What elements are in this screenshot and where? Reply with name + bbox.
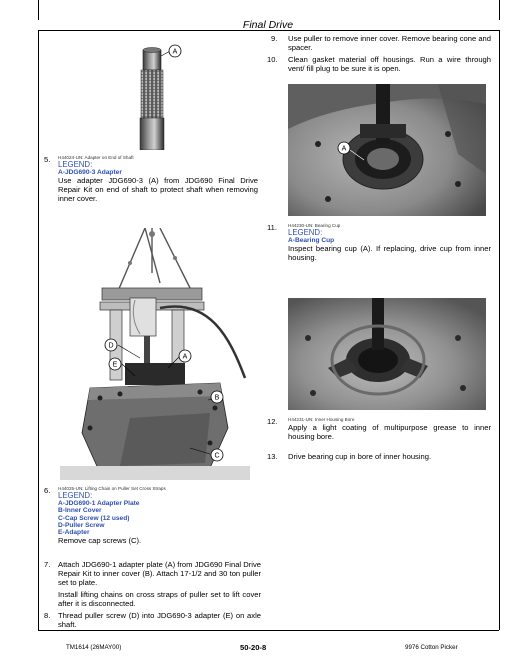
figure-lifting-chain-puller [60,228,250,480]
step-12-block [288,417,491,441]
step-6-legend-item-d: D-Puller Screw [58,521,105,529]
step-6-text: Remove cap screws (C). [58,536,142,546]
step-11-text: Inspect bearing cup (A). If replacing, drive cup from inner housing. [288,244,491,263]
step-9-number: 9. [271,34,278,43]
step-11-block [288,223,491,262]
step-7-text-2: Install lifting chains on cross straps of puller set to lift cover after it is disconnected. [58,590,261,608]
step-11-number: 11. [267,223,277,232]
page-frame-top [38,0,500,20]
svg-text:C: C [214,452,220,460]
step-6-legend-item-c: C-Cap Screw (12 used) [58,514,130,522]
svg-text:D: D [108,342,114,350]
svg-text:E: E [112,361,118,369]
step-5-number: 5. [44,155,51,164]
footer-product: 9976 Cotton Picker [405,644,458,651]
step-13-number: 13. [267,452,278,461]
step-6-number: 6. [44,486,51,495]
step-8-text: Thread puller screw (D) into JDG690-3 adapter (E) on axle shaft. [58,611,261,629]
step-11-caption: H44230-UN: Bearing Cup [288,223,341,228]
callout-a-fig3 [337,141,351,155]
svg-text:A: A [182,353,188,361]
step-12-caption: H44231-UN: Inner Housing Bore [288,417,355,422]
footer-doc-id: TM1614 (26MAY00) [66,644,122,651]
step-6-caption: H44025-UN: Lifting Chain on Puller Set Cross Straps [58,486,166,491]
step-5-text: Use adapter JDG690-3 (A) from JDG690 Final Drive Repair Kit on end of shaft to protect shaft when removing inner cover. [58,176,258,204]
footer-rule [38,630,499,631]
step-6-legend-item-b: B-Inner Cover [58,507,102,515]
section-title: Final Drive [242,19,294,31]
step-6-legend-title: LEGEND: [58,491,93,500]
figure-bearing-cup [288,84,486,216]
footer-page-number: 50-20-8 [240,643,267,652]
step-10-number: 10. [267,55,278,64]
step-13-text: Drive bearing cup in bore of inner housing. [288,452,432,461]
step-6-legend-item-e: E-Adapter [58,529,90,537]
step-10-text: Clean gasket material off housings. Run a wire through vent/ fill plug to be sure it is open. [288,55,491,73]
callout-e-fig2 [108,357,122,371]
callout-a-fig2 [178,349,192,363]
svg-text:A: A [341,145,347,153]
step-11-legend-item: A-Bearing Cup [288,237,335,244]
figure-adapter-on-shaft [128,42,176,150]
svg-text:B: B [214,394,220,402]
callout-b-fig2 [210,390,224,404]
step-12-number: 12. [267,417,278,426]
step-8-number: 8. [44,611,51,620]
step-6-block [58,486,258,545]
step-12-text: Apply a light coating of multipurpose grease to inner housing bore. [288,423,491,441]
figure-inner-housing-bore [288,298,486,410]
step-7-number: 7. [44,560,51,569]
callout-a-fig1 [168,44,182,58]
step-5-block [58,155,258,203]
step-5-caption: H44024-UN: Adapter on End of Shaft [58,155,134,160]
step-5-legend-title: LEGEND: [58,160,93,169]
callout-d-fig2 [104,338,118,352]
callout-c-fig2 [210,448,224,462]
step-9-text: Use puller to remove inner cover. Remove bearing cone and spacer. [288,34,491,52]
step-7-text-1: Attach JDG690-1 adapter plate (A) from JDG690 Final Drive Repair Kit to inner cover (B). Attach 17-1/2 and 30 ton puller set to plate. [58,560,261,587]
step-11-legend-title: LEGEND: [288,228,323,237]
step-6-legend-item-a: A-JDG690-1 Adapter Plate [58,500,140,507]
svg-text:A: A [172,48,178,56]
step-5-legend-item: A-JDG690-3 Adapter [58,169,122,176]
